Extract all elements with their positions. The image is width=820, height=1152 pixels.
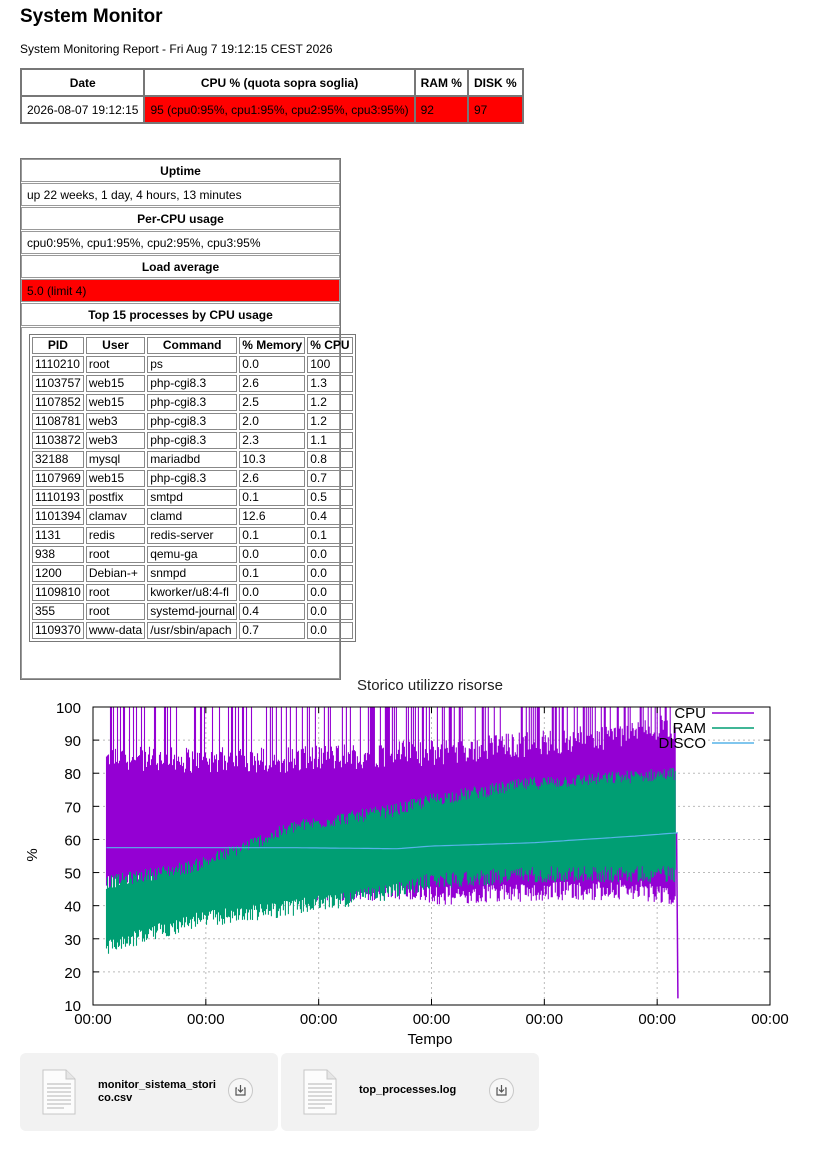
proc-pid: 1110193 (32, 489, 84, 506)
proc-cpu: 1.3 (307, 375, 352, 392)
proc-pid: 1107852 (32, 394, 84, 411)
table-row (32, 432, 353, 449)
proc-user: root (86, 603, 145, 620)
top-processes-header: Top 15 processes by CPU usage (21, 303, 340, 326)
y-tick-label: 90 (64, 733, 81, 751)
summary-disk: 97 (468, 96, 523, 123)
proc-user: Debian-+ (86, 565, 145, 582)
proc-memory: 2.0 (239, 413, 305, 430)
table-row (32, 546, 353, 563)
proc-cpu: 0.0 (307, 546, 352, 563)
x-tick-label: 00:00 (299, 1011, 338, 1028)
x-axis-label: Tempo (407, 1031, 453, 1048)
download-filename: monitor_sistema_storico.csv (98, 1079, 216, 1104)
report-subtitle: System Monitoring Report - Fri Aug 7 19:12:15 CEST 2026 (20, 42, 333, 56)
percpu-value: cpu0:95%, cpu1:95%, cpu2:95%, cpu3:95% (21, 231, 340, 254)
proc-user: postfix (86, 489, 145, 506)
table-row (32, 584, 353, 601)
proc-command: /usr/sbin/apach (147, 622, 237, 639)
table-row (32, 413, 353, 430)
proc-cpu: 0.0 (307, 622, 352, 639)
download-card-log[interactable] (281, 1053, 539, 1131)
proc-pid: 1131 (32, 527, 84, 544)
proc-command: php-cgi8.3 (147, 432, 237, 449)
summary-header-ram: RAM % (415, 69, 468, 96)
proc-memory: 0.0 (239, 584, 305, 601)
legend-label: CPU (674, 705, 706, 722)
proc-command: snmpd (147, 565, 237, 582)
file-icon (42, 1069, 76, 1115)
page-title: System Monitor (20, 6, 163, 27)
proc-memory: 0.1 (239, 565, 305, 582)
y-tick-label: 10 (64, 998, 81, 1015)
x-tick-label: 00:00 (74, 1011, 112, 1028)
proc-user: redis (86, 527, 145, 544)
download-card-csv[interactable] (20, 1053, 278, 1131)
x-tick-label: 00:00 (187, 1011, 225, 1028)
uptime-value: up 22 weeks, 1 day, 4 hours, 13 minutes (21, 183, 340, 206)
proc-cpu: 0.8 (307, 451, 352, 468)
table-row (32, 603, 353, 620)
y-tick-label: 100 (55, 700, 81, 717)
table-row (32, 565, 353, 582)
proc-command: php-cgi8.3 (147, 470, 237, 487)
proc-cpu: 0.7 (307, 470, 352, 487)
proc-cpu: 0.4 (307, 508, 352, 525)
processes-wrapper (21, 327, 350, 679)
proc-command: kworker/u8:4-fl (147, 584, 237, 601)
load-header: Load average (21, 255, 340, 278)
proc-command: smtpd (147, 489, 237, 506)
col-pid: PID (32, 337, 84, 354)
download-icon (490, 1079, 513, 1102)
download-icon (229, 1079, 252, 1102)
proc-memory: 0.0 (239, 546, 305, 563)
proc-pid: 1107969 (32, 470, 84, 487)
table-row (32, 375, 353, 392)
chart-title: Storico utilizzo risorse (357, 677, 503, 694)
proc-user: web15 (86, 470, 145, 487)
proc-user: root (86, 584, 145, 601)
proc-command: ps (147, 356, 237, 373)
resource-history-chart (0, 668, 820, 1050)
proc-cpu: 0.0 (307, 584, 352, 601)
legend-label: DISCO (658, 735, 706, 752)
y-tick-label: 60 (64, 832, 81, 850)
proc-pid: 1103872 (32, 432, 84, 449)
y-tick-label: 20 (64, 964, 81, 982)
proc-memory: 2.6 (239, 375, 305, 392)
col-memory: % Memory (239, 337, 305, 354)
proc-cpu: 1.1 (307, 432, 352, 449)
proc-memory: 0.1 (239, 489, 305, 506)
col-command: Command (147, 337, 237, 354)
proc-cpu: 0.0 (307, 565, 352, 582)
proc-cpu: 0.0 (307, 603, 352, 620)
summary-table (20, 68, 524, 124)
table-row (32, 508, 353, 525)
proc-user: web3 (86, 432, 145, 449)
cpu-drop (677, 833, 678, 999)
proc-memory: 2.3 (239, 432, 305, 449)
proc-pid: 1109370 (32, 622, 84, 639)
proc-user: web15 (86, 394, 145, 411)
processes-table (29, 334, 356, 642)
proc-pid: 1108781 (32, 413, 84, 430)
y-tick-label: 50 (64, 865, 81, 883)
proc-user: web15 (86, 375, 145, 392)
proc-memory: 12.6 (239, 508, 305, 525)
summary-header-cpu: CPU % (quota sopra soglia) (144, 69, 414, 96)
proc-command: qemu-ga (147, 546, 237, 563)
x-tick-label: 00:00 (525, 1011, 564, 1028)
proc-pid: 1200 (32, 565, 84, 582)
proc-pid: 938 (32, 546, 84, 563)
summary-date: 2026-08-07 19:12:15 (21, 96, 144, 123)
table-row (32, 451, 353, 468)
proc-memory: 10.3 (239, 451, 305, 468)
proc-cpu: 100 (307, 356, 352, 373)
proc-command: clamd (147, 508, 237, 525)
uptime-header: Uptime (21, 159, 340, 182)
download-filename: top_processes.log (359, 1084, 457, 1096)
summary-ram: 92 (415, 96, 468, 123)
table-row (32, 356, 353, 373)
x-tick-label: 00:00 (751, 1011, 789, 1028)
legend-label: RAM (672, 720, 706, 737)
proc-user: www-data (86, 622, 145, 639)
proc-memory: 2.5 (239, 394, 305, 411)
proc-command: mariadbd (147, 451, 237, 468)
y-tick-label: 40 (64, 898, 81, 916)
proc-memory: 0.1 (239, 527, 305, 544)
proc-cpu: 1.2 (307, 413, 352, 430)
proc-user: mysql (86, 451, 145, 468)
x-tick-label: 00:00 (412, 1011, 451, 1028)
file-icon (303, 1069, 337, 1115)
proc-memory: 0.7 (239, 622, 305, 639)
proc-command: redis-server (147, 527, 237, 544)
y-axis-label: % (24, 848, 41, 862)
x-tick-label: 00:00 (638, 1011, 676, 1028)
proc-user: root (86, 546, 145, 563)
table-row (32, 622, 353, 639)
load-value: 5.0 (limit 4) (21, 279, 340, 302)
table-row (32, 489, 353, 506)
percpu-header: Per-CPU usage (21, 207, 340, 230)
proc-memory: 0.0 (239, 356, 305, 373)
col-cpu: % CPU (307, 337, 352, 354)
proc-user: clamav (86, 508, 145, 525)
table-row (32, 527, 353, 544)
proc-memory: 0.4 (239, 603, 305, 620)
proc-memory: 2.6 (239, 470, 305, 487)
proc-cpu: 0.1 (307, 527, 352, 544)
download-button[interactable] (228, 1078, 253, 1103)
y-tick-label: 70 (64, 799, 81, 817)
proc-cpu: 0.5 (307, 489, 352, 506)
proc-pid: 1110210 (32, 356, 84, 373)
y-tick-label: 80 (64, 766, 81, 784)
summary-header-date: Date (21, 69, 144, 96)
summary-header-disk: DISK % (468, 69, 523, 96)
download-button[interactable] (489, 1078, 514, 1103)
proc-cpu: 1.2 (307, 394, 352, 411)
y-tick-label: 30 (64, 931, 81, 949)
proc-pid: 1103757 (32, 375, 84, 392)
proc-command: php-cgi8.3 (147, 394, 237, 411)
proc-pid: 355 (32, 603, 84, 620)
summary-cpu: 95 (cpu0:95%, cpu1:95%, cpu2:95%, cpu3:95%) (144, 96, 414, 123)
proc-command: php-cgi8.3 (147, 375, 237, 392)
table-row (32, 394, 353, 411)
table-row (32, 470, 353, 487)
system-info-panel (20, 158, 350, 680)
proc-user: web3 (86, 413, 145, 430)
proc-user: root (86, 356, 145, 373)
col-user: User (86, 337, 145, 354)
proc-pid: 32188 (32, 451, 84, 468)
proc-pid: 1109810 (32, 584, 84, 601)
proc-command: systemd-journal (147, 603, 237, 620)
proc-command: php-cgi8.3 (147, 413, 237, 430)
proc-pid: 1101394 (32, 508, 84, 525)
